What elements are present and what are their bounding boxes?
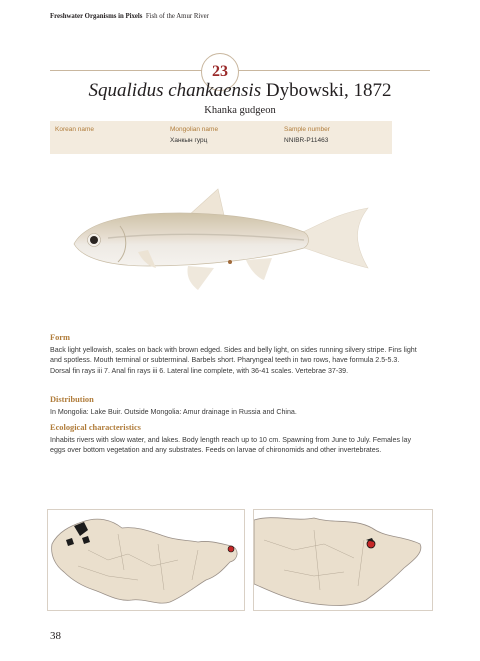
ecology-heading: Ecological characteristics: [50, 423, 141, 432]
scientific-name: Squalidus chankaensis: [88, 80, 262, 101]
mongolia-map: [47, 509, 245, 611]
mongolian-name-label: Mongolian name: [170, 126, 219, 133]
korean-name-col: [55, 126, 94, 137]
mongolian-name-value: Ханкын гурц: [170, 137, 208, 144]
form-heading: Form: [50, 333, 70, 342]
sample-number-col: [284, 126, 330, 144]
form-section: [50, 333, 418, 376]
page-number: 38: [50, 630, 61, 642]
header-subtitle: Fish of the Amur River: [145, 13, 209, 20]
author-year: Dybowski, 1872: [265, 80, 392, 101]
buir-lake-detail-map: [253, 509, 433, 611]
species-title: [0, 80, 480, 102]
distribution-section: [50, 395, 418, 417]
sample-number-label: Sample number: [284, 126, 330, 133]
form-text: Back light yellowish, scales on back with brown edged. Sides and belly light, on sides running silvery stripe. Fins light and spotless. Mouth terminal or subterminal. Barbels short. Pharyngeal teeth in two rows, have formula 2.5-5.3. Dorsal fin rays iii 7. Anal fin rays iii 6. Lateral line complete, with 36-41 scales. Vertebrae 37-39.: [50, 345, 417, 375]
distribution-text: In Mongolia: Lake Buir. Outside Mongolia: Amur drainage in Russia and China.: [50, 407, 297, 416]
running-header: [50, 13, 209, 20]
ecology-section: [50, 423, 418, 456]
korean-name-label: Korean name: [55, 126, 95, 133]
mongolian-name-col: [170, 126, 218, 144]
series-title: Freshwater Organisms in Pixels: [50, 13, 143, 20]
fish-photo: [68, 186, 378, 296]
common-name: Khanka gudgeon: [204, 105, 276, 116]
info-table: [50, 121, 392, 154]
sample-number-value: NNIBR-P11463: [284, 137, 329, 144]
header-rule: [50, 70, 430, 71]
distribution-heading: Distribution: [50, 395, 94, 404]
species-number-badge: 23: [201, 53, 239, 91]
ecology-text: Inhabits rivers with slow water, and lakes. Body length reach up to 10 cm. Spawning from June to July. Females lay eggs over bottom vegetation and any substrates. Feeds on larvae of chironomids and other invertebrates.: [50, 435, 412, 455]
